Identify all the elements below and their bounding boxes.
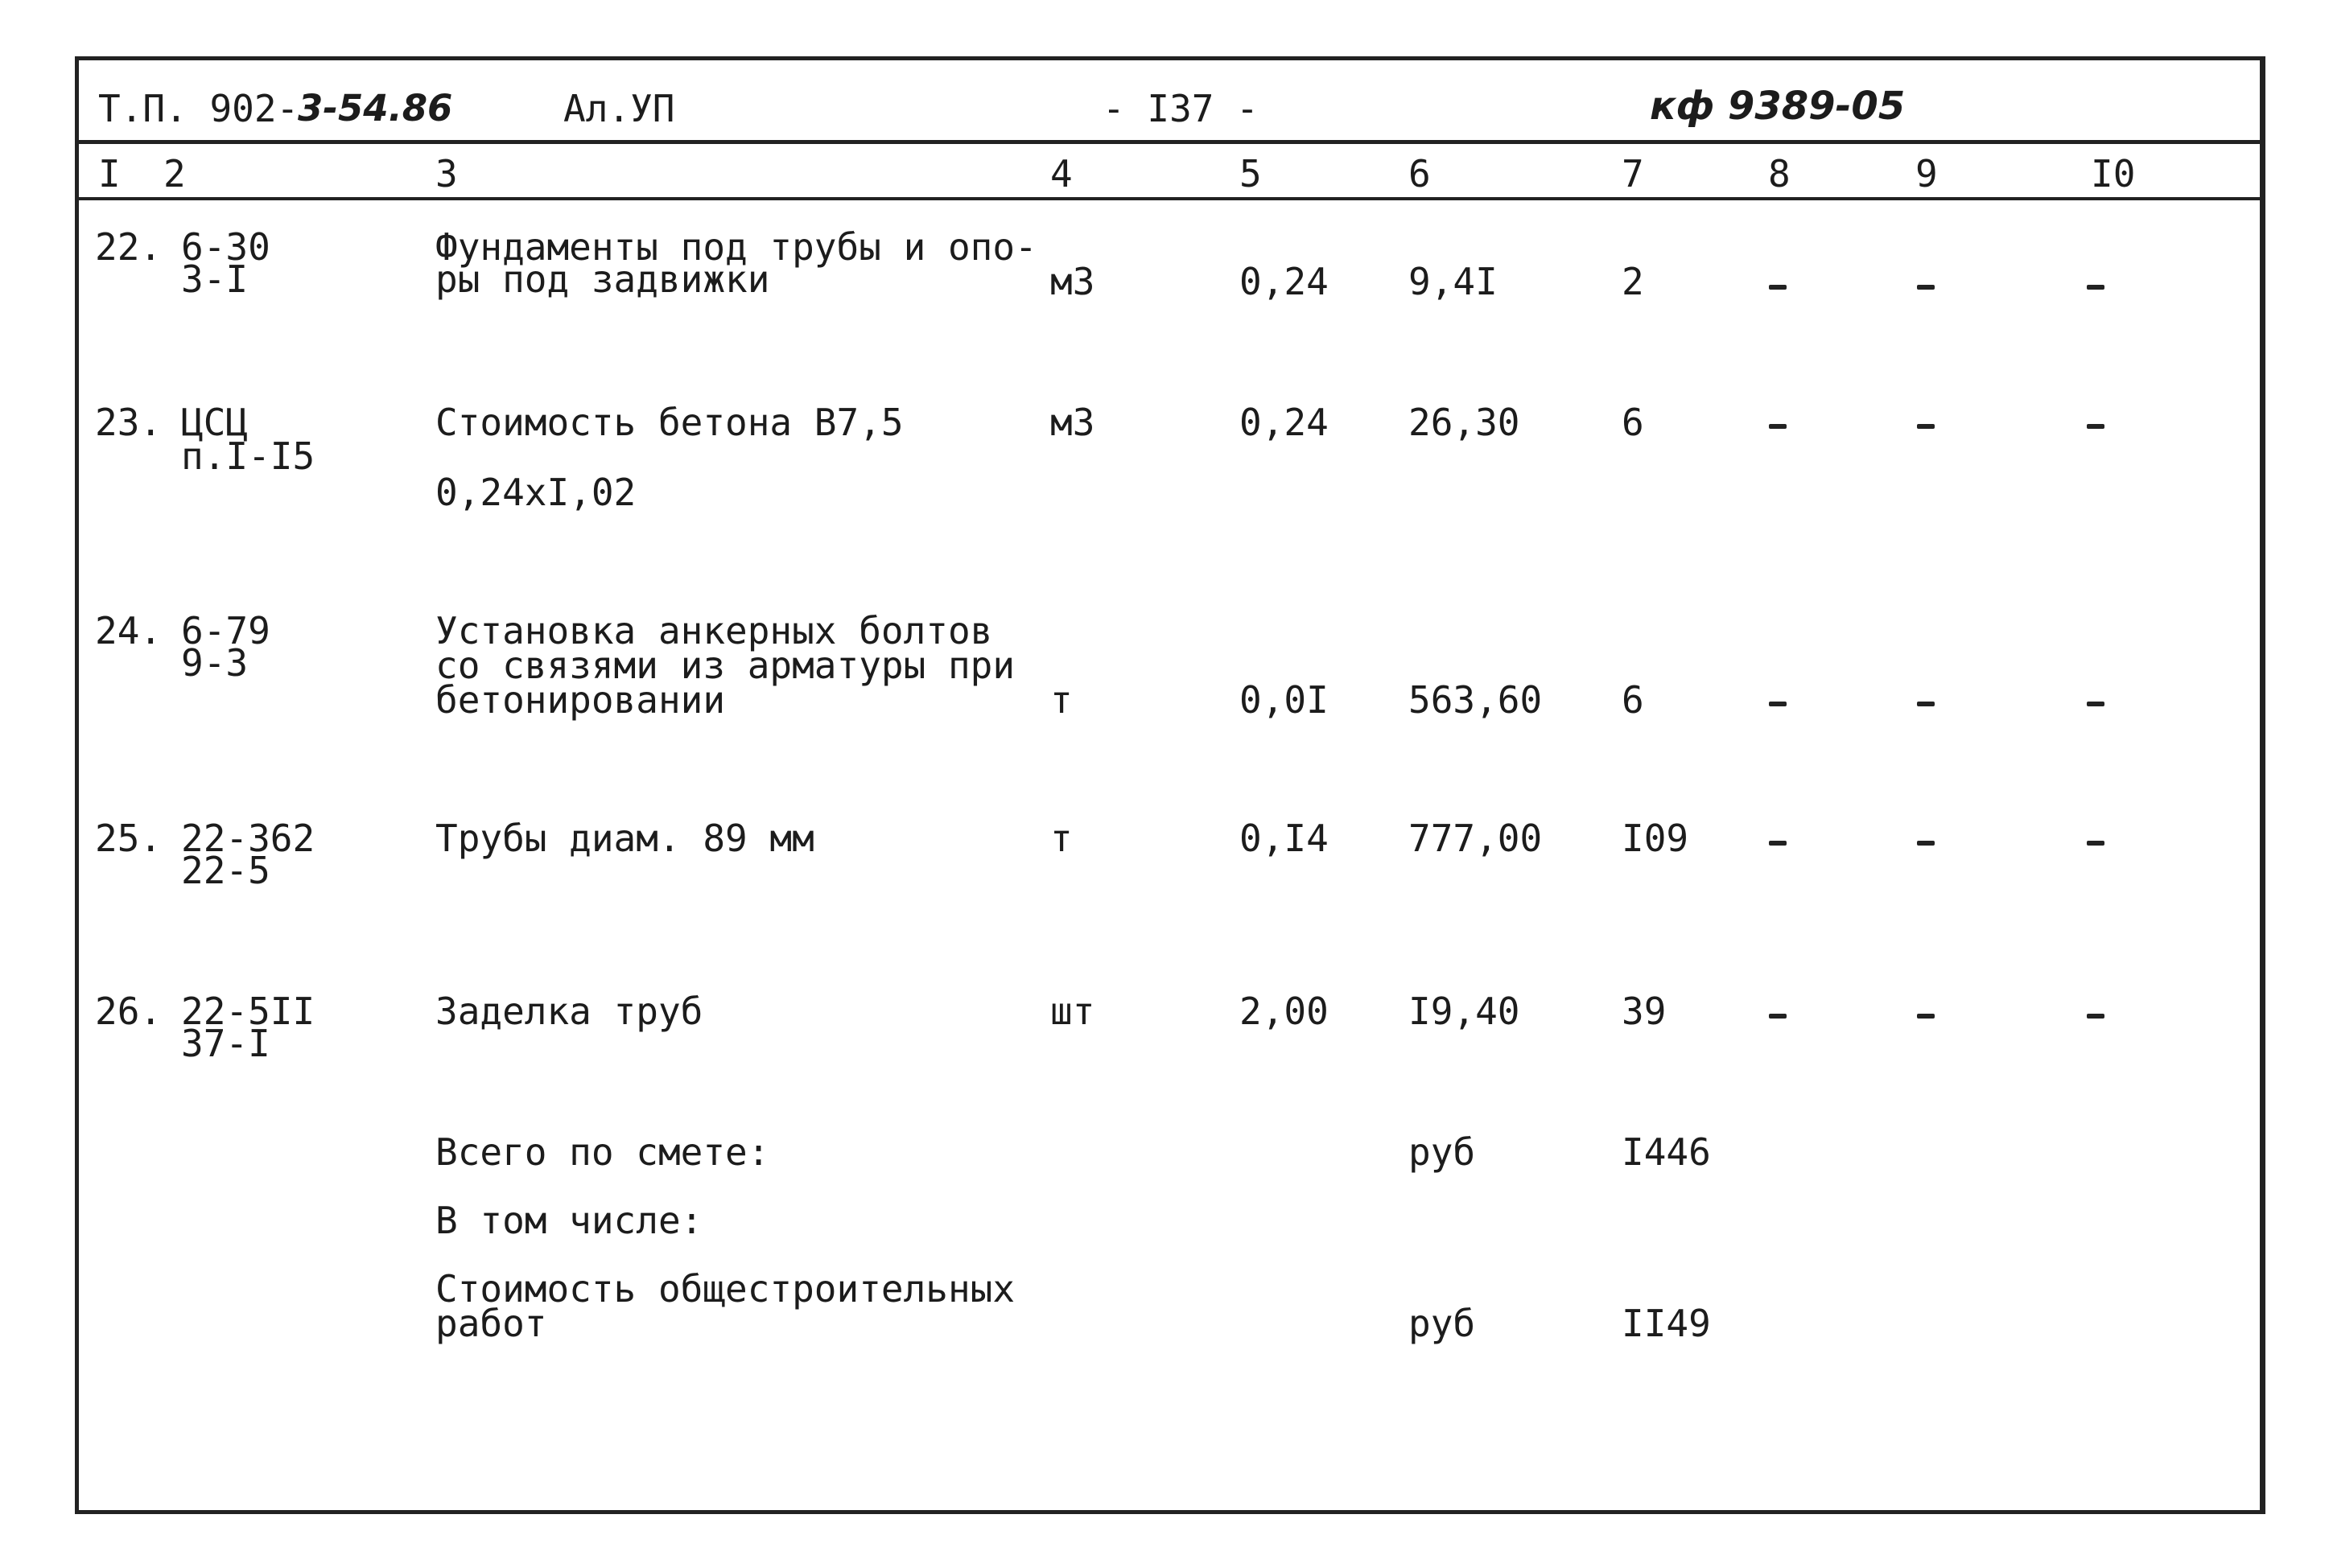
rate-code: 6-30 [181,225,270,269]
quantity: 0,0I [1239,678,1329,722]
empty-dash-col8 [1769,285,1787,290]
unit-price: 563,60 [1408,678,1543,722]
total-value: I446 [1622,1130,1711,1174]
total-label: Всего по смете: [435,1130,770,1174]
row-number: 26. [95,990,163,1033]
empty-dash-col10 [2087,1014,2104,1019]
including-label: В том числе: [435,1199,703,1242]
work-description: Установка анкерных болтов [435,609,993,652]
empty-dash-col9 [1917,1014,1935,1019]
calculation-note: 0,24хI,02 [435,471,637,514]
rate-code: ЦСЦ [181,401,249,444]
empty-dash-col9 [1917,841,1935,846]
unit-price: 26,30 [1408,401,1520,444]
col-6-header: 6 [1408,152,1431,195]
work-description: Заделка труб [435,990,703,1033]
total-cost: 39 [1622,990,1667,1033]
empty-dash-col9 [1917,424,1935,429]
column-header-divider [75,197,2265,200]
col-5-header: 5 [1239,152,1262,195]
row-number: 24. [95,609,163,652]
rate-subcode: п.I-I5 [181,434,315,478]
empty-dash-col10 [2087,702,2104,706]
col-7-header: 7 [1622,152,1644,195]
col-4-header: 4 [1050,152,1073,195]
total-cost: 2 [1622,260,1644,303]
col-3-header: 3 [435,152,458,195]
work-description: Фундаменты под трубы и опо- [435,225,1037,269]
total-cost: 6 [1622,401,1644,444]
row-number: 23. [95,401,163,444]
rate-subcode: 3-I [181,257,249,301]
unit-price: 9,4I [1408,260,1498,303]
work-description: Трубы диам. 89 мм [435,817,814,860]
row-number: 25. [95,817,163,860]
quantity: 0,24 [1239,401,1329,444]
total-cost: I09 [1622,817,1689,860]
unit: м3 [1050,401,1095,444]
unit-price: 777,00 [1408,817,1543,860]
rate-code: 6-79 [181,609,270,652]
unit: шт [1050,990,1095,1033]
rate-subcode: 22-5 [181,849,270,892]
general-works-label: Стоимость общестроительных [435,1267,1016,1311]
page-number: - I37 - [1103,87,1259,130]
quantity: 0,I4 [1239,817,1329,860]
project-code-handwritten: 3-54.86 [298,87,453,130]
general-works-value: II49 [1622,1302,1711,1345]
album-label: Ал.УП [563,87,675,130]
rate-subcode: 37-I [181,1022,270,1065]
document-code: кф 9389-05 [1650,84,1906,129]
unit: т [1050,817,1073,860]
page-frame [75,56,2265,1514]
empty-dash-col8 [1769,702,1787,706]
col-2-header: 2 [163,152,186,195]
quantity: 0,24 [1239,260,1329,303]
quantity: 2,00 [1239,990,1329,1033]
empty-dash-col8 [1769,1014,1787,1019]
project-code-prefix: Т.П. 902- [98,87,299,130]
header-divider [75,140,2265,144]
work-description: бетонировании [435,678,726,722]
col-8-header: 8 [1768,152,1791,195]
work-description: ры под задвижки [435,257,770,301]
unit: м3 [1050,260,1095,303]
total-unit: руб [1408,1130,1476,1174]
work-description: со связями из арматуры при [435,644,1016,687]
unit-price: I9,40 [1408,990,1520,1033]
row-number: 22. [95,225,163,269]
unit: т [1050,678,1073,722]
empty-dash-col10 [2087,841,2104,846]
empty-dash-col10 [2087,424,2104,429]
general-works-unit: руб [1408,1302,1476,1345]
col-1-header: I [98,152,121,195]
rate-code: 22-362 [181,817,315,860]
col-9-header: 9 [1915,152,1938,195]
total-cost: 6 [1622,678,1644,722]
empty-dash-col8 [1769,424,1787,429]
work-description: Стоимость бетона В7,5 [435,401,904,444]
rate-code: 22-5II [181,990,315,1033]
general-works-label: работ [435,1302,547,1345]
rate-subcode: 9-3 [181,641,249,685]
empty-dash-col10 [2087,285,2104,290]
empty-dash-col8 [1769,841,1787,846]
empty-dash-col9 [1917,285,1935,290]
empty-dash-col9 [1917,702,1935,706]
col-10-header: I0 [2091,152,2136,195]
